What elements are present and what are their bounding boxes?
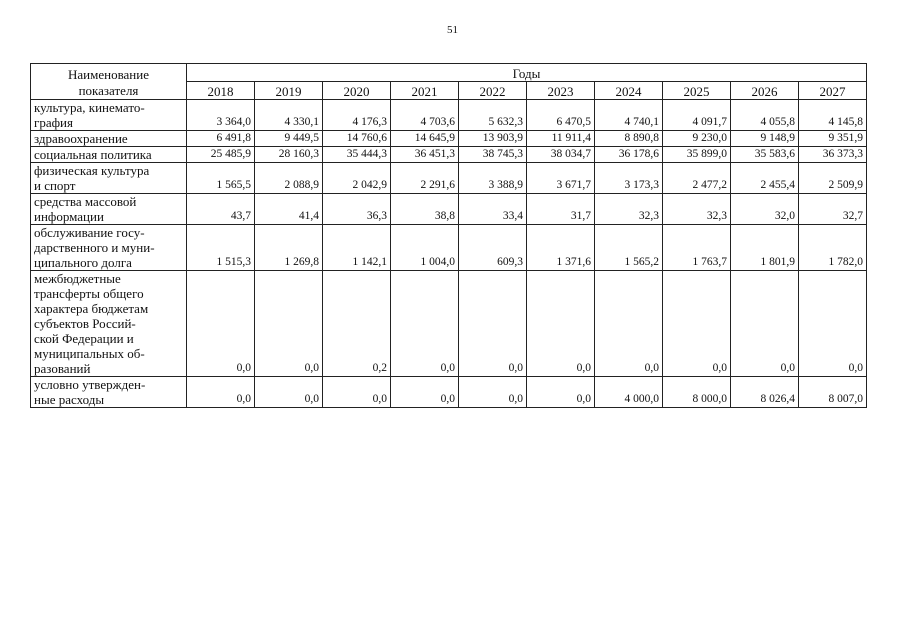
year-header-2027: 2027	[799, 82, 867, 100]
year-header-2018: 2018	[187, 82, 255, 100]
value-cell: 6 470,5	[527, 100, 595, 131]
value-cell: 1 371,6	[527, 225, 595, 271]
value-cell: 1 782,0	[799, 225, 867, 271]
year-header-2023: 2023	[527, 82, 595, 100]
value-cell: 36,3	[323, 194, 391, 225]
row-label: условно утвержден- ные расходы	[31, 377, 187, 408]
year-header-2020: 2020	[323, 82, 391, 100]
value-cell: 4 145,8	[799, 100, 867, 131]
value-cell: 0,0	[799, 271, 867, 377]
value-cell: 1 004,0	[391, 225, 459, 271]
year-header-2022: 2022	[459, 82, 527, 100]
value-cell: 8 890,8	[595, 131, 663, 147]
value-cell: 4 176,3	[323, 100, 391, 131]
value-cell: 1 801,9	[731, 225, 799, 271]
value-cell: 2 477,2	[663, 163, 731, 194]
value-cell: 0,0	[187, 271, 255, 377]
value-cell: 38,8	[391, 194, 459, 225]
value-cell: 8 026,4	[731, 377, 799, 408]
value-cell: 9 230,0	[663, 131, 731, 147]
value-cell: 28 160,3	[255, 147, 323, 163]
value-cell: 609,3	[459, 225, 527, 271]
value-cell: 1 142,1	[323, 225, 391, 271]
table-row	[31, 100, 867, 131]
table-header-row	[31, 64, 867, 82]
table-row	[31, 377, 867, 408]
value-cell: 36 373,3	[799, 147, 867, 163]
table-row	[31, 163, 867, 194]
budget-table	[30, 63, 867, 408]
value-cell: 25 485,9	[187, 147, 255, 163]
value-cell: 0,0	[187, 377, 255, 408]
year-header-2024: 2024	[595, 82, 663, 100]
value-cell: 31,7	[527, 194, 595, 225]
value-cell: 5 632,3	[459, 100, 527, 131]
value-cell: 0,0	[595, 271, 663, 377]
value-cell: 35 899,0	[663, 147, 731, 163]
table-row	[31, 131, 867, 147]
year-header-2025: 2025	[663, 82, 731, 100]
value-cell: 14 645,9	[391, 131, 459, 147]
value-cell: 6 491,8	[187, 131, 255, 147]
value-cell: 14 760,6	[323, 131, 391, 147]
value-cell: 4 703,6	[391, 100, 459, 131]
row-label: социальная политика	[31, 147, 187, 163]
value-cell: 13 903,9	[459, 131, 527, 147]
value-cell: 1 763,7	[663, 225, 731, 271]
value-cell: 8 000,0	[663, 377, 731, 408]
year-header-2026: 2026	[731, 82, 799, 100]
value-cell: 4 000,0	[595, 377, 663, 408]
year-header-2021: 2021	[391, 82, 459, 100]
value-cell: 32,7	[799, 194, 867, 225]
value-cell: 33,4	[459, 194, 527, 225]
value-cell: 38 034,7	[527, 147, 595, 163]
value-cell: 3 388,9	[459, 163, 527, 194]
value-cell: 2 042,9	[323, 163, 391, 194]
row-label: культура, кинемато- графия	[31, 100, 187, 131]
value-cell: 9 148,9	[731, 131, 799, 147]
row-label: физическая культура и спорт	[31, 163, 187, 194]
value-cell: 11 911,4	[527, 131, 595, 147]
value-cell: 0,0	[459, 271, 527, 377]
value-cell: 0,0	[323, 377, 391, 408]
value-cell: 0,0	[391, 377, 459, 408]
value-cell: 8 007,0	[799, 377, 867, 408]
value-cell: 4 330,1	[255, 100, 323, 131]
row-label: обслуживание госу- дарственного и муни- ципального долга	[31, 225, 187, 271]
value-cell: 32,3	[595, 194, 663, 225]
row-label: средства массовой информации	[31, 194, 187, 225]
indicator-name-header: Наименование показателя	[31, 64, 187, 100]
value-cell: 3 173,3	[595, 163, 663, 194]
value-cell: 4 055,8	[731, 100, 799, 131]
value-cell: 0,0	[391, 271, 459, 377]
value-cell: 2 088,9	[255, 163, 323, 194]
value-cell: 0,0	[527, 271, 595, 377]
value-cell: 38 745,3	[459, 147, 527, 163]
value-cell: 1 565,5	[187, 163, 255, 194]
value-cell: 0,0	[527, 377, 595, 408]
value-cell: 43,7	[187, 194, 255, 225]
value-cell: 0,0	[255, 271, 323, 377]
value-cell: 9 351,9	[799, 131, 867, 147]
table-row	[31, 194, 867, 225]
row-label: здравоохранение	[31, 131, 187, 147]
years-header: Годы	[187, 64, 867, 82]
value-cell: 3 671,7	[527, 163, 595, 194]
table-row	[31, 147, 867, 163]
value-cell: 32,3	[663, 194, 731, 225]
value-cell: 0,0	[459, 377, 527, 408]
value-cell: 41,4	[255, 194, 323, 225]
table-body	[31, 100, 867, 408]
value-cell: 36 451,3	[391, 147, 459, 163]
value-cell: 3 364,0	[187, 100, 255, 131]
value-cell: 1 515,3	[187, 225, 255, 271]
value-cell: 4 740,1	[595, 100, 663, 131]
value-cell: 2 509,9	[799, 163, 867, 194]
table-row	[31, 225, 867, 271]
value-cell: 1 565,2	[595, 225, 663, 271]
value-cell: 32,0	[731, 194, 799, 225]
value-cell: 1 269,8	[255, 225, 323, 271]
value-cell: 0,0	[663, 271, 731, 377]
table-row	[31, 271, 867, 377]
value-cell: 0,0	[255, 377, 323, 408]
year-header-2019: 2019	[255, 82, 323, 100]
row-label: межбюджетные трансферты общего характера бюджетам субъектов Россий- ской Федерации и муниципальных об- разований	[31, 271, 187, 377]
value-cell: 35 444,3	[323, 147, 391, 163]
value-cell: 36 178,6	[595, 147, 663, 163]
value-cell: 2 291,6	[391, 163, 459, 194]
value-cell: 35 583,6	[731, 147, 799, 163]
value-cell: 9 449,5	[255, 131, 323, 147]
value-cell: 0,2	[323, 271, 391, 377]
value-cell: 2 455,4	[731, 163, 799, 194]
page-number: 51	[447, 24, 458, 36]
value-cell: 4 091,7	[663, 100, 731, 131]
value-cell: 0,0	[731, 271, 799, 377]
